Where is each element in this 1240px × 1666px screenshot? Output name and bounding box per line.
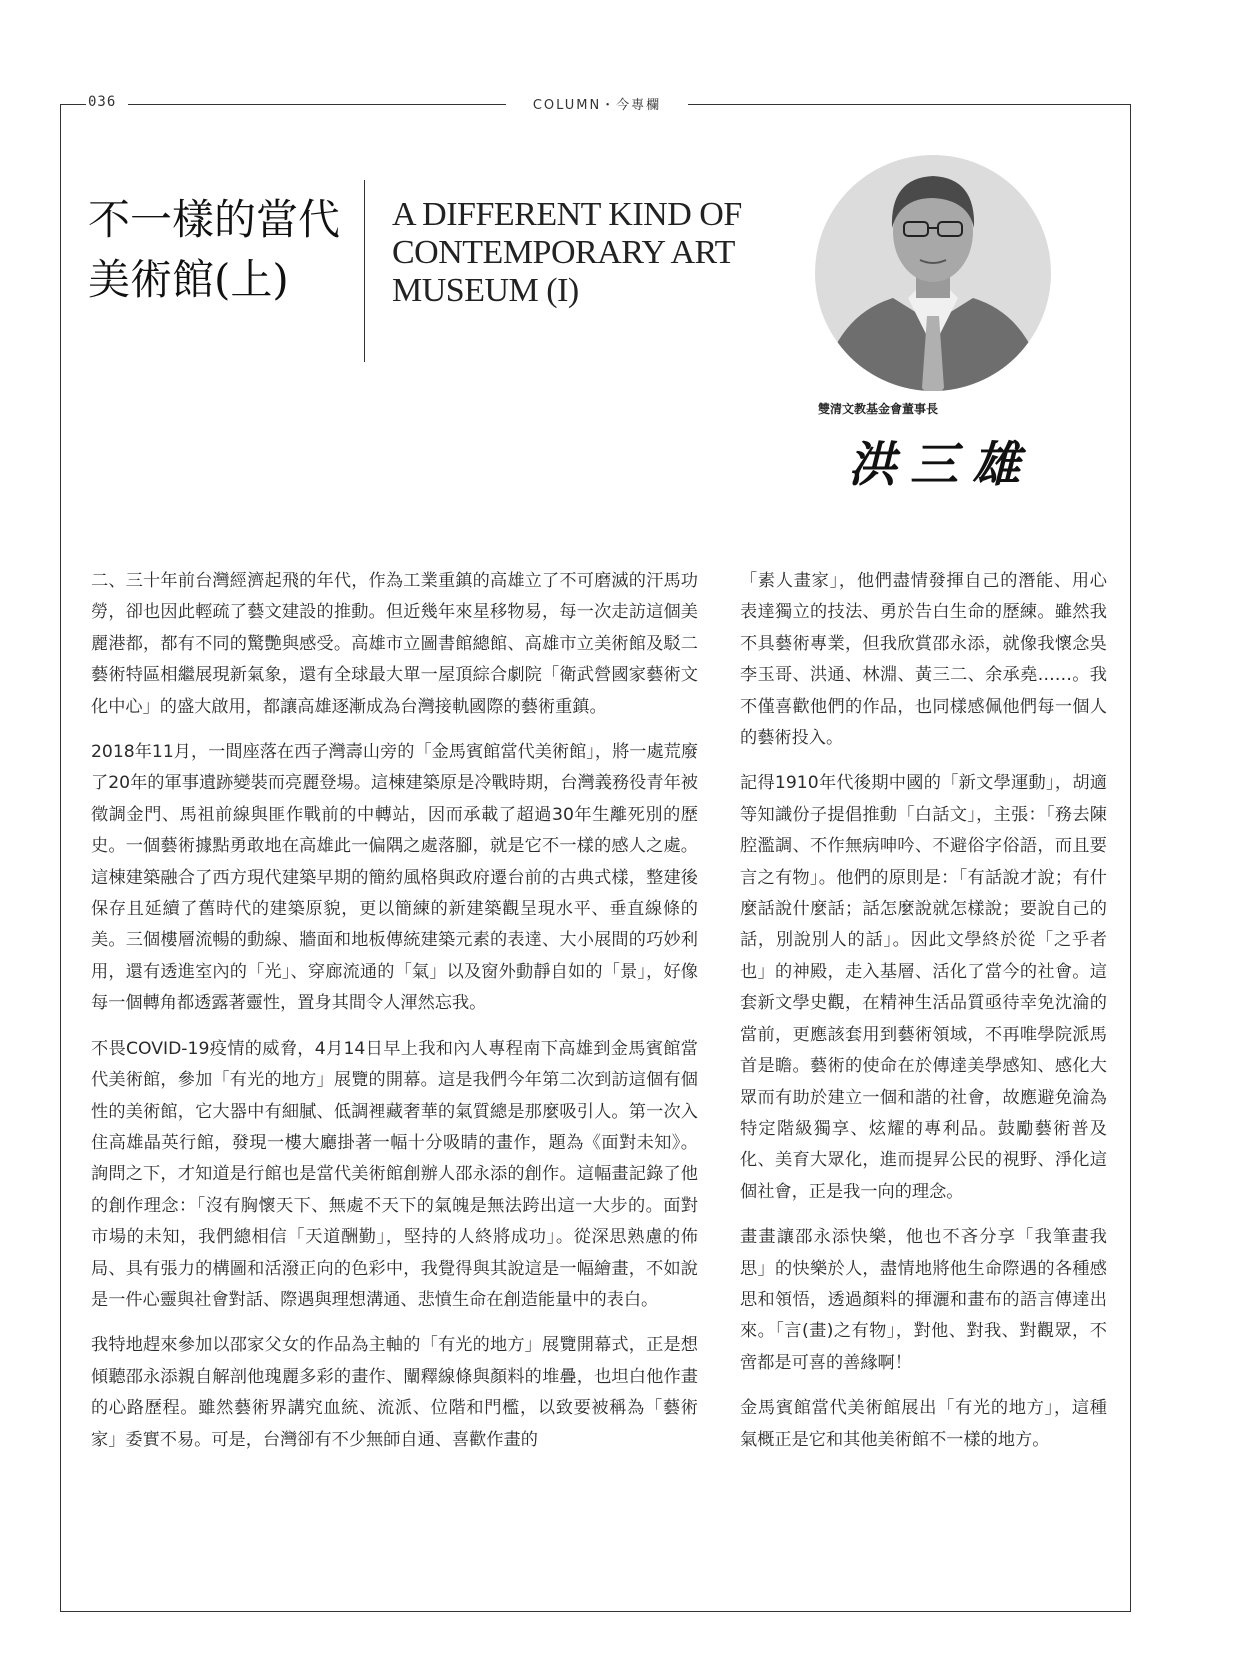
- title-chinese-line: 美術館(上): [88, 255, 289, 304]
- header-rule: [128, 104, 506, 105]
- article-column-left: [91, 566, 698, 1470]
- article-paragraph: 記得1910年代後期中國的「新文學運動」，胡適等知識份子提倡推動「白話文」，主張：「務去陳腔濫調、不作無病呻吟、不避俗字俗語，而且要言之有物」。他們的原則是：「有話說才說；有什麼話說什麼話；話怎麼說就怎樣說；要說自己的話，別說別人的話」。因此文學終於從「之乎者也」的神殿，走入基層、活化了當今的社會。這套新文學史觀，在精神生活品質亟待幸免沈淪的當前，更應該套用到藝術領域，不再唯學院派馬首是瞻。藝術的使命在於傳達美學感知、感化大眾而有助於建立一個和諧的社會，故應避免淪為特定階級獨享、炫耀的專利品。鼓勵藝術普及化、美育大眾化，進而提昇公民的視野、淨化這個社會，正是我一向的理念。: [740, 773, 1107, 1202]
- title-chinese: [88, 190, 358, 310]
- article-paragraph: 不畏COVID-19疫情的威脅，4月14日早上我和內人專程南下高雄到金馬賓館當代美術館，參加「有光的地方」展覽的開幕。這是我們今年第二次到訪這個有個性的美術館，它大器中有細膩、低調裡藏奢華的氣質總是那麼吸引人。第一次入住高雄晶英行館，發現一樓大廳掛著一幅十分吸睛的畫作，題為《面對未知》。詢問之下，才知道是行館也是當代美術館創辦人邵永添的創作。這幅畫記錄了他的創作理念：「沒有胸懷天下、無處不天下的氣魄是無法跨出這一大步的。面對市場的未知，我們總相信「天道酬勤」，堅持的人終將成功」。從深思熟慮的佈局、具有張力的構圖和活潑正向的色彩中，我覺得與其說這是一幅繪畫，不如說是一件心靈與社會對話、際遇與理想溝通、悲憤生命在創造能量中的表白。: [91, 1038, 698, 1310]
- title-divider: [364, 180, 365, 362]
- author-signature: 洪三雄: [848, 437, 1035, 493]
- author-role: 雙清文教基金會董事長: [818, 402, 939, 416]
- page-frame-bottom: [60, 1611, 1131, 1612]
- title-english-line: CONTEMPORARY ART: [392, 234, 735, 271]
- article-paragraph: 金馬賓館當代美術館展出「有光的地方」，這種氣概正是它和其他美術館不一樣的地方。: [740, 1398, 1107, 1450]
- title-english: [392, 196, 752, 310]
- article-paragraph: 2018年11月，一間座落在西子灣壽山旁的「金馬賓館當代美術館」，將一處荒廢了20年的軍事遺跡變裝而亮麗登場。這棟建築原是冷戰時期，台灣義務役青年被徵調金門、馬祖前線與匪作戰前的中轉站，因而承載了超過30年生離死別的歷史。一個藝術據點勇敢地在高雄此一偏隅之處落腳，就是它不一樣的感人之處。這棟建築融合了西方現代建築早期的簡約風格與政府遷台前的古典式樣，整建後保存且延續了舊時代的建築原貌，更以簡練的新建築觀呈現水平、垂直線條的美。三個樓層流暢的動線、牆面和地板傳統建築元素的表達、大小展間的巧妙利用，還有透進室內的「光」、穿廊流通的「氣」以及窗外動靜自如的「景」，好像每一個轉角都透露著靈性，置身其間令人渾然忘我。: [91, 742, 699, 1014]
- article-paragraph: 「素人畫家」，他們盡情發揮自己的潛能、用心表達獨立的技法、勇於告白生命的歷練。雖然我不具藝術專業，但我欣賞邵永添，就像我懷念吳李玉哥、洪通、林淵、黃三二、余承堯……。我不僅喜歡他們的作品，也同樣感佩他們每一個人的藝術投入。: [740, 571, 1107, 749]
- article-column-right: [740, 566, 1107, 1470]
- article-paragraph: 我特地趕來參加以邵家父女的作品為主軸的「有光的地方」展覽開幕式，正是想傾聽邵永添親自解剖他瑰麗多彩的畫作、闡釋線條與顏料的堆疊，也坦白他作畫的心路歷程。雖然藝術界講究血統、流派、位階和門檻，以致要被稱為「藝術家」委實不易。可是，台灣卻有不少無師自通、喜歡作畫的: [91, 1335, 698, 1450]
- title-english-line: A DIFFERENT KIND OF: [392, 196, 742, 233]
- header-rule: [60, 104, 86, 105]
- article-paragraph: 二、三十年前台灣經濟起飛的年代，作為工業重鎮的高雄立了不可磨滅的汗馬功勞，卻也因此輕疏了藝文建設的推動。但近幾年來星移物易，每一次走訪這個美麗港都，都有不同的驚艷與感受。高雄市立圖書館總館、高雄市立美術館及駁二藝術特區相繼展現新氣象，還有全球最大單一屋頂綜合劇院「衛武營國家藝術文化中心」的盛大啟用，都讓高雄逐漸成為台灣接軌國際的藝術重鎮。: [91, 571, 698, 717]
- author-portrait: [808, 148, 1058, 398]
- header-rule: [688, 104, 1131, 105]
- title-chinese-line: 不一樣的當代: [88, 195, 341, 244]
- page-frame-left: [60, 104, 61, 1612]
- page-number: 036: [88, 94, 117, 110]
- article-paragraph: 畫畫讓邵永添快樂，他也不吝分享「我筆畫我思」的快樂於人，盡情地將他生命際遇的各種感思和領悟，透過顏料的揮灑和畫布的語言傳達出來。「言(畫)之有物」，對他、對我、對觀眾，不啻都是可喜的善緣啊！: [740, 1227, 1107, 1373]
- page-frame-right: [1130, 104, 1131, 1612]
- column-label: COLUMN・今專欄: [532, 98, 662, 113]
- title-english-line: MUSEUM (I): [392, 272, 579, 309]
